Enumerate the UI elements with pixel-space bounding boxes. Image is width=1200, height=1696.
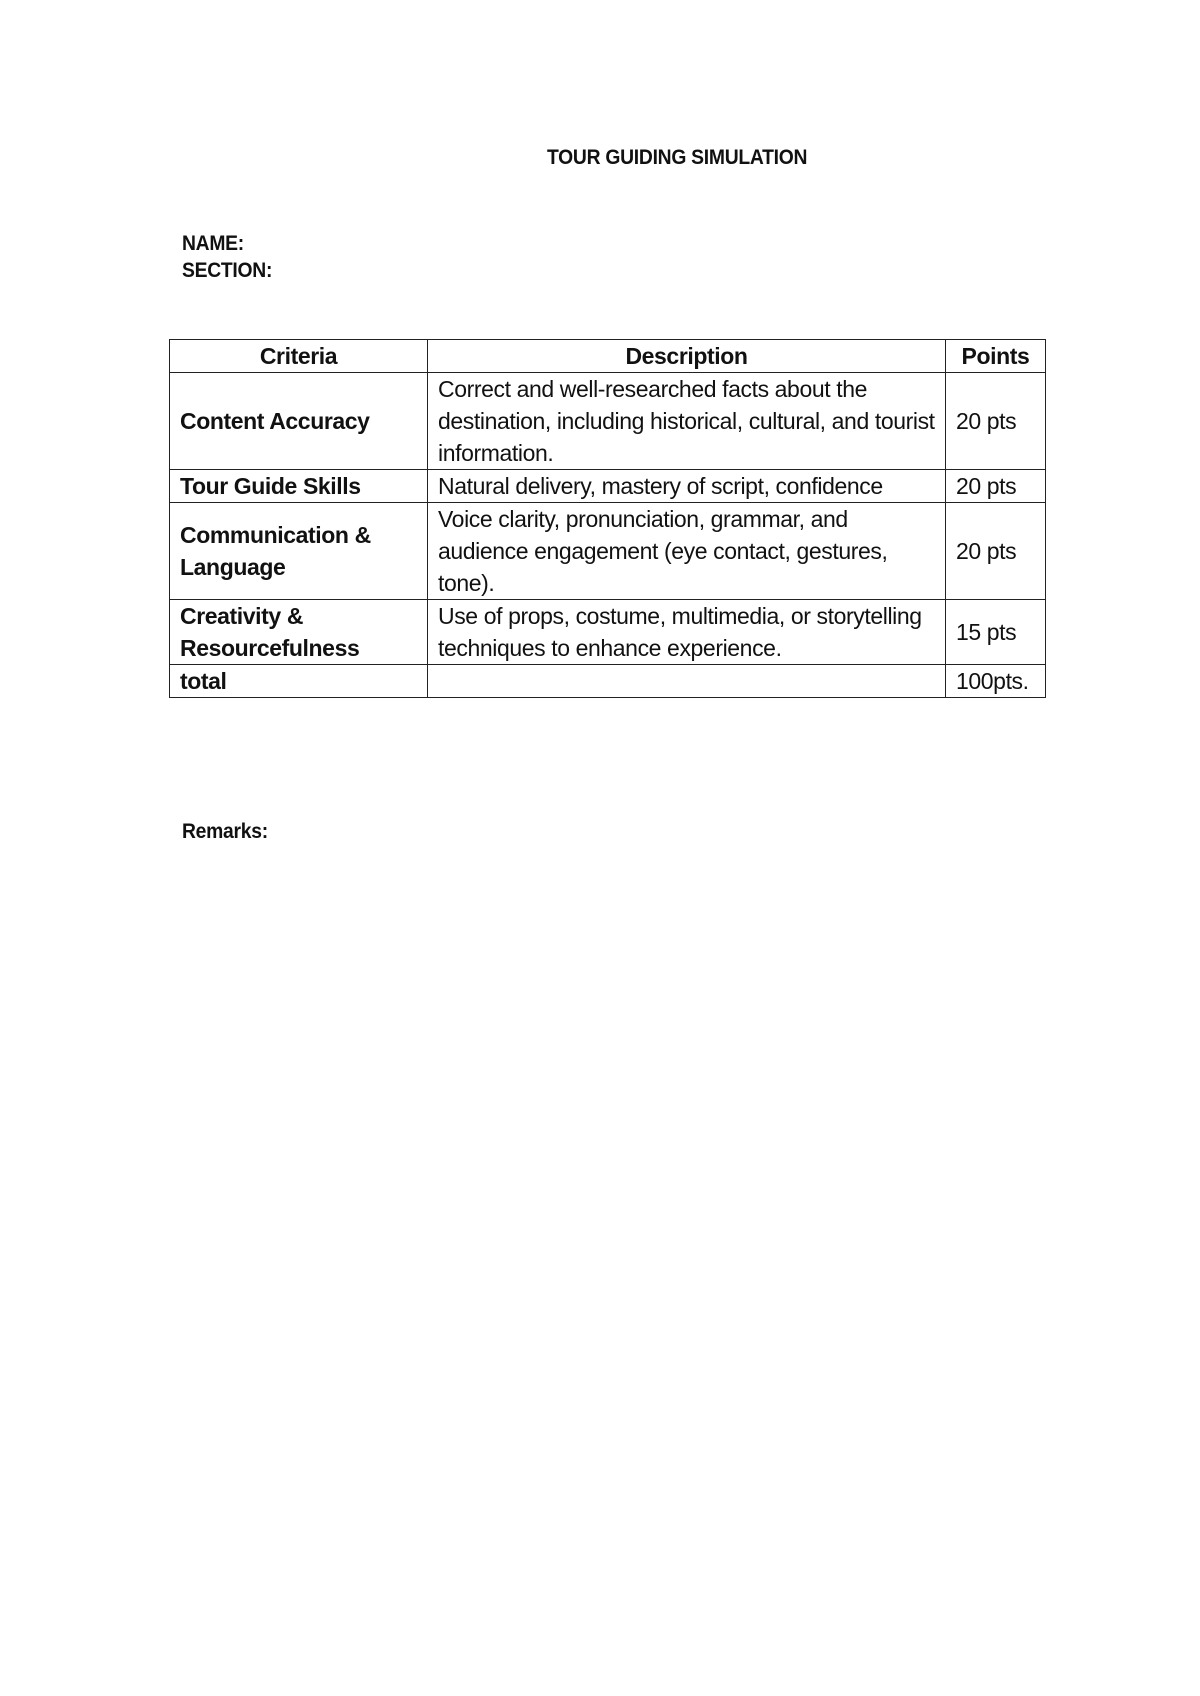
header-points: Points bbox=[946, 340, 1046, 373]
criteria-cell: Content Accuracy bbox=[170, 373, 428, 470]
points-cell: 20 pts bbox=[946, 503, 1046, 600]
points-cell: 15 pts bbox=[946, 600, 1046, 665]
remarks-label: Remarks: bbox=[182, 820, 268, 843]
criteria-cell: Communication & Language bbox=[170, 503, 428, 600]
table-row bbox=[170, 600, 1046, 665]
description-cell: Correct and well-researched facts about the destination, including historical, cultural, and tourist information. bbox=[428, 373, 946, 470]
criteria-cell: Creativity & Resourcefulness bbox=[170, 600, 428, 665]
table-row bbox=[170, 373, 1046, 470]
header-criteria: Criteria bbox=[170, 340, 428, 373]
rubric-table bbox=[169, 339, 1046, 698]
criteria-cell: Tour Guide Skills bbox=[170, 470, 428, 503]
points-cell: 20 pts bbox=[946, 470, 1046, 503]
name-label: NAME: bbox=[182, 232, 244, 255]
description-cell: Use of props, costume, multimedia, or storytelling techniques to enhance experience. bbox=[428, 600, 946, 665]
table-header-row bbox=[170, 340, 1046, 373]
total-description-cell bbox=[428, 665, 946, 698]
total-label-cell: total bbox=[170, 665, 428, 698]
table-row bbox=[170, 503, 1046, 600]
table-row bbox=[170, 470, 1046, 503]
page-title: TOUR GUIDING SIMULATION bbox=[547, 146, 808, 169]
header-description: Description bbox=[428, 340, 946, 373]
total-row bbox=[170, 665, 1046, 698]
total-points-cell: 100pts. bbox=[946, 665, 1046, 698]
description-cell: Natural delivery, mastery of script, confidence bbox=[428, 470, 946, 503]
description-cell: Voice clarity, pronunciation, grammar, and audience engagement (eye contact, gestures, tone). bbox=[428, 503, 946, 600]
section-label: SECTION: bbox=[182, 259, 273, 282]
points-cell: 20 pts bbox=[946, 373, 1046, 470]
